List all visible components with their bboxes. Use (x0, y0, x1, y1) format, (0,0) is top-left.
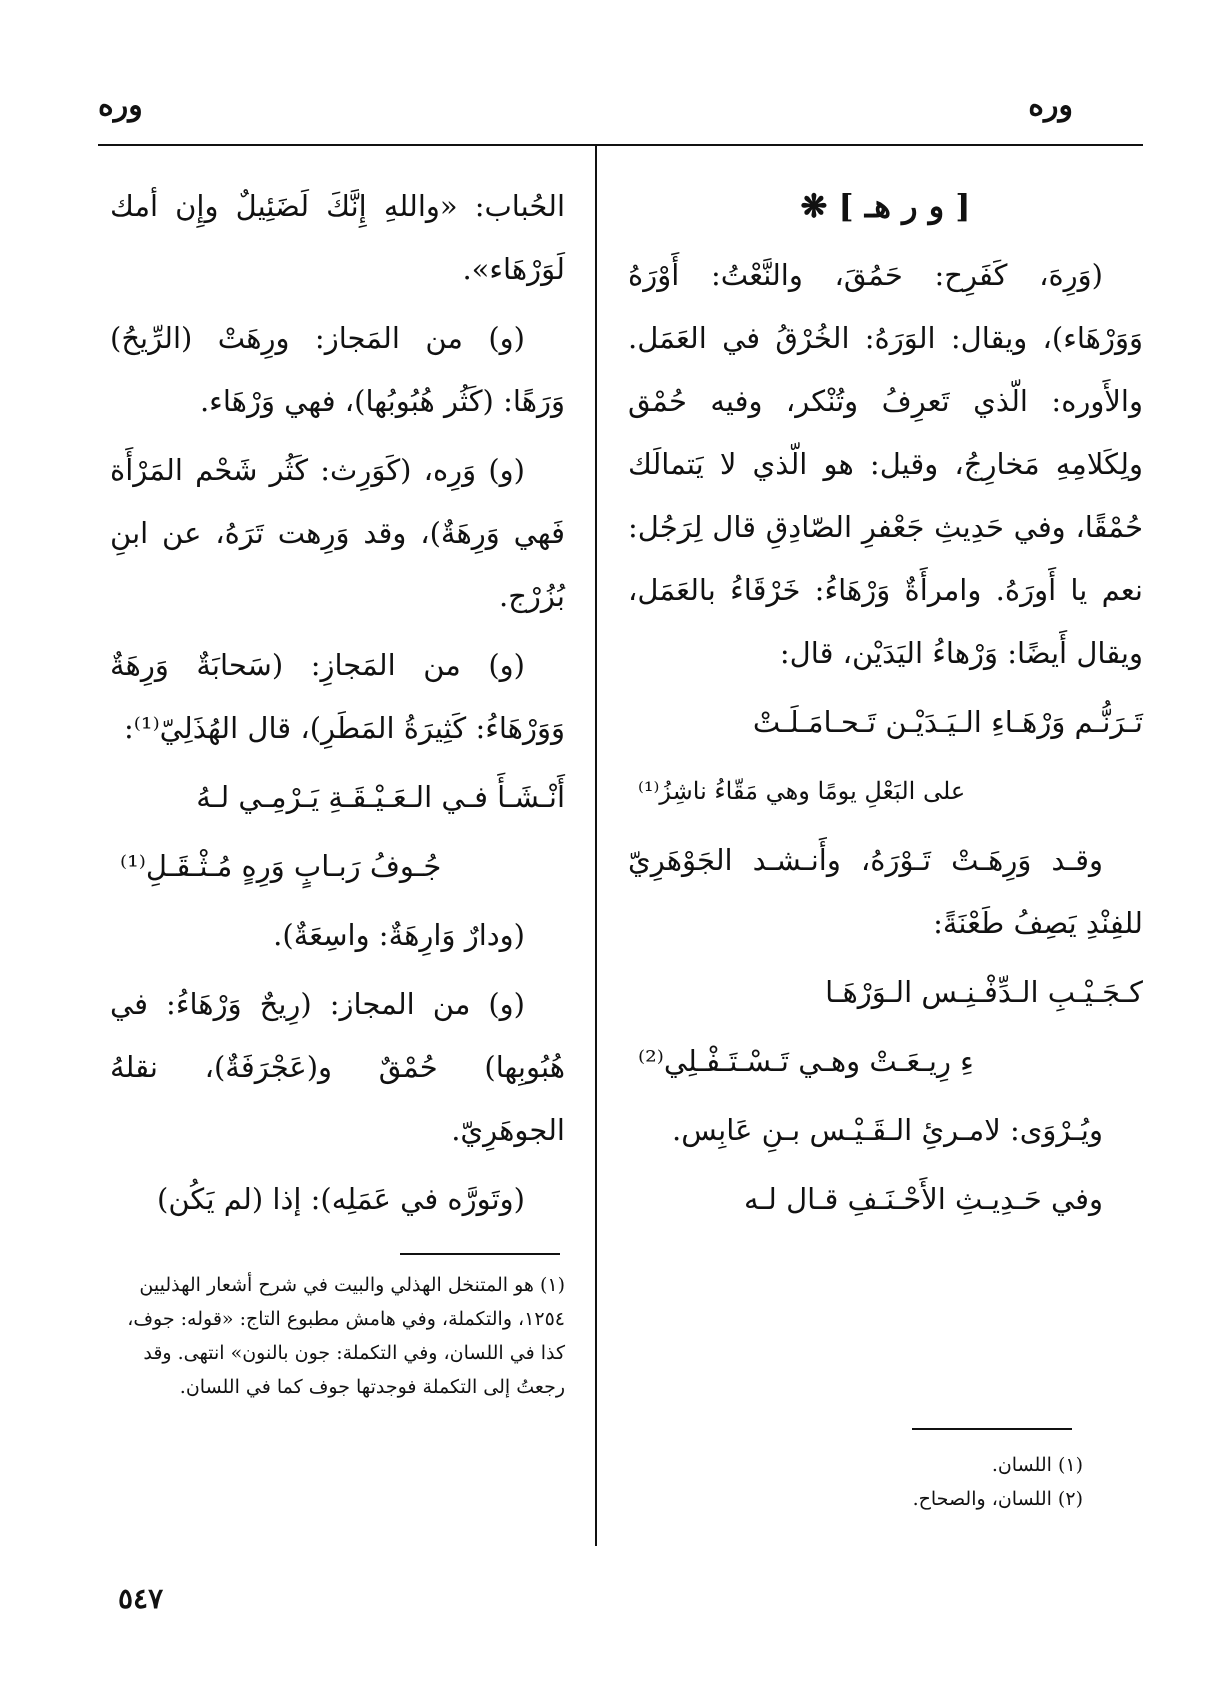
verse-line-second-hemistich: جُـوفُ رَبـابٍ وَرِهٍ مُـثْـقَـلِ⁽¹⁾ (120, 849, 442, 883)
footnote-rule (912, 1428, 1072, 1430)
footnotes-left (110, 1268, 565, 1404)
column-divider (595, 146, 597, 1546)
entry-paragraph: وفي حَـدِيـثِ الأَحْـنَـفِ قـال لـه (743, 1182, 1103, 1216)
entry-paragraph: (و) من المَجازِ: (سَحابَةٌ وَرِهَةٌ وَوَرْهَاءُ: كَثِيرَةُ المَطَرِ)، قال الهُذَلِيّ⁽¹⁾: (110, 648, 565, 745)
verse-line-second-hemistich: على البَعْلِ يومًا وهي مَقّاءُ ناشِزُ⁽¹⁾ (638, 777, 966, 805)
running-head-right: وره (1028, 88, 1073, 123)
entry-heading: [ و ر هـ ] ❋ (800, 187, 971, 225)
running-head-left: وره (98, 88, 143, 123)
verse-line-second-hemistich: ءِ رِيـعَـتْ وهـي تَـسْـتَـفْـلِي⁽²⁾ (638, 1044, 974, 1078)
verse-line-first-hemistich: أَنْـشَـأَ فـي الـعَـيْـقَـةِ يَـرْمِـي لـهُ (196, 780, 565, 814)
entry-paragraph: ويُـرْوَى: لامـرئِ الـقَـيْـس بـنِ عَابِس. (671, 1113, 1103, 1147)
entry-paragraph: (وَرِهَ، كَفَرِح: حَمُقَ، والنَّعْتُ: أَوْرَهُ وَوَرْهَاء)، ويقال: الوَرَهُ: الخُرْقُ في العَمَل. والأَوره: الّذي تَعرِفُ وتُنْكر، وفيه حُمْق ولِكَلامِهِ مَخارِجُ، وقيل: هو الّذي لا يَتمالَك حُمْقًا، وفي حَدِيثِ جَعْفرِ الصّادِقِ قال لِرَجُل: نعم يا أَورَهُ. وامرأَةٌ وَرْهَاءُ: خَرْقَاءُ بالعَمَل، ويقال أَيضًا: وَرْهاءُ اليَدَيْن، قال: (628, 258, 1143, 670)
footnote: (١) هو المتنخل الهذلي والبيت في شرح أشعار الهذليين ١٢٥٤، والتكملة، وفي هامش مطبوع التاج: «قوله: جوف، كذا في اللسان، وفي التكملة: جون بالنون» انتهى. وقد رجعتُ إلى التكملة فوجدتها جوف كما في اللسان. (127, 1274, 565, 1398)
verse-line-first-hemistich: كـجَـيْـبِ الـدِّفْـنِـس الـوَرْهَـا (825, 975, 1143, 1009)
entry-paragraph: (ودارٌ وَارِهَةٌ: واسِعَةٌ). (273, 918, 525, 952)
page-number: ٥٤٧ (118, 1582, 164, 1615)
verse-line-first-hemistich: تَـرَنُّـم وَرْهَـاءِ الـيَـدَيْـن تَـحـامَـلَـتْ (752, 705, 1143, 739)
entry-paragraph: (وتَورَّه في عَمَلِه): إذا (لم يَكُن) (157, 1182, 525, 1216)
entry-paragraph: الحُباب: «واللهِ إِنَّكَ لَضَئِيلٌ وإِن أمك لَوَرْهَاء». (110, 189, 565, 286)
footnote: (٢) اللسان، والصحاح. (912, 1488, 1083, 1510)
header-rule (98, 144, 1143, 146)
entry-paragraph: وقـد وَرِهَـتْ تَـوْرَهُ، وأَنـشـد الجَوْهَرِيّ للفِنْدِ يَصِفُ طَعْنَةً: (628, 843, 1143, 940)
entry-paragraph: (و) من المجاز: (رِيحٌ وَرْهَاءُ: في هُبُوبِها) حُمْقٌ و(عَجْرَفَةٌ)، نقلهُ الجوهَرِيّ. (110, 987, 565, 1147)
right-column (628, 175, 1143, 1237)
footnote-rule (400, 1253, 560, 1255)
entry-paragraph: (و) من المَجاز: ورِهَتْ (الرِّيحُ) وَرَهًا: (كَثُر هُبُوبُها)، فهي وَرْهَاء. (110, 321, 565, 418)
footnotes-right (628, 1448, 1083, 1516)
entry-paragraph: (و) وَرِه، (كَوَرِث: كَثُر شَحْم المَرْأَة فَهي وَرِهَةٌ)، وقد وَرِهت تَرَهُ، عن ابنِ بُزُرْج. (110, 453, 565, 613)
footnote: (١) اللسان. (991, 1454, 1083, 1476)
left-column (110, 175, 565, 1237)
